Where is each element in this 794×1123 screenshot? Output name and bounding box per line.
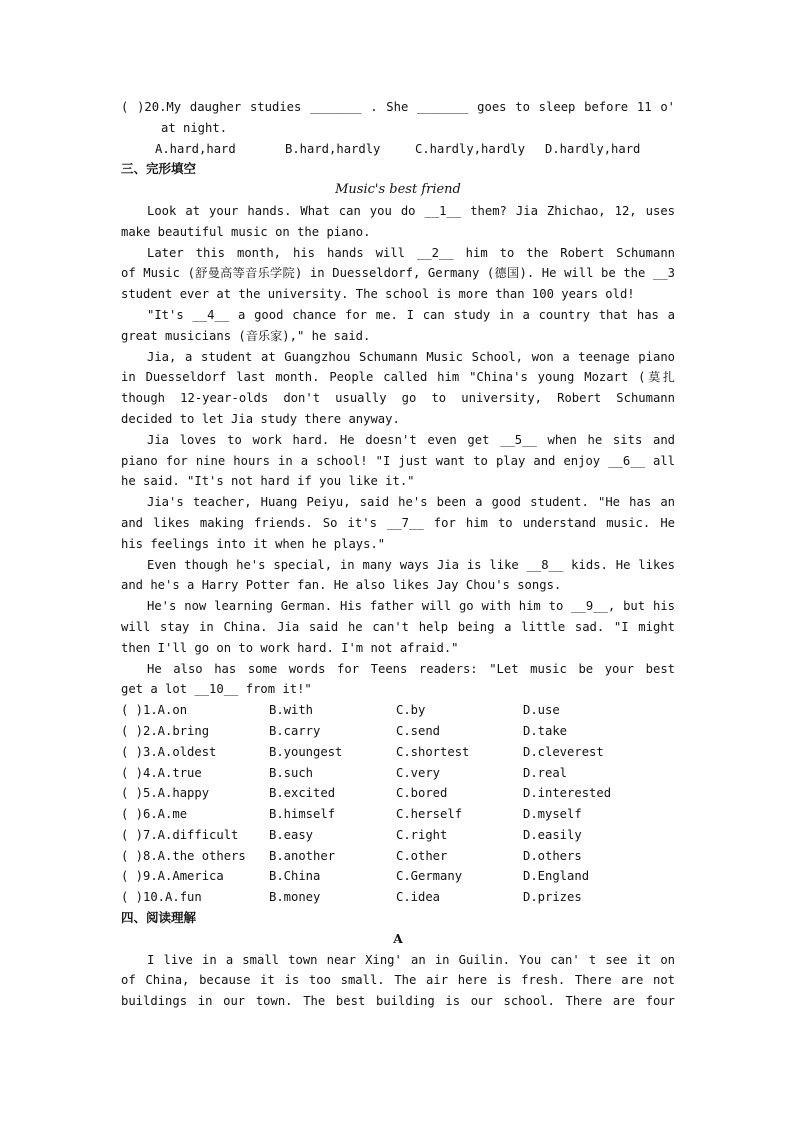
choice-c: C.herself [396, 807, 463, 822]
passage-line: he said. "It's not hard if you like it." [121, 474, 415, 489]
question-20-stem: ( )20.My daugher studies _______ . She _______ goes to sleep before 11 o' [121, 100, 675, 114]
passage-line: make beautiful music on the piano. [121, 224, 371, 239]
passage-line: Jia loves to work hard. He doesn't even get __5__ when he sits and [147, 432, 675, 447]
passage-line: will stay in China. Jia said he can't help being a little sad. "I might [121, 619, 675, 634]
choice-row [121, 700, 675, 721]
choice-c: C.right [396, 827, 448, 842]
choice-d: D.myself [523, 807, 582, 822]
choice-b: B.easy [269, 827, 314, 842]
passage-line: and he's a Harry Potter fan. He also likes Jay Chou's songs. [121, 578, 562, 593]
choice-d: D.cleverest [523, 744, 604, 759]
choice-c: C.other [396, 848, 448, 863]
choice-a: ( )8.A.the others [121, 848, 246, 863]
choice-a: ( )3.A.oldest [121, 744, 217, 759]
passage-line: in Duesseldorf last month. People called him "China's young Mozart (莫扎 [121, 370, 675, 385]
choice-b: B.China [269, 869, 321, 884]
choice-row [121, 721, 675, 742]
choice-row [121, 804, 675, 825]
section-3-heading: 三、完形填空 [121, 161, 197, 177]
choice-b: B.money [269, 890, 321, 905]
reading-line: I live in a small town near Xing' an in Guilin. You can' t see it on [147, 952, 675, 967]
choice-row [121, 742, 675, 763]
choice-b: B.youngest [269, 744, 343, 759]
choice-c: C.by [396, 703, 426, 718]
choice-b: B.with [269, 703, 314, 718]
choice-b: B.carry [269, 723, 321, 738]
choice-d: D.interested [523, 786, 612, 801]
passage-line: great musicians (音乐家)," he said. [121, 328, 371, 343]
page-content [121, 97, 675, 1012]
choice-b: B.himself [269, 807, 336, 822]
passage-line: "It's __4__ a good chance for me. I can study in a country that has a [147, 307, 675, 322]
option-b: B.hard,hardly [285, 141, 381, 156]
option-a: A.hard,hard [155, 141, 236, 156]
choice-d: D.others [523, 848, 582, 863]
choice-a: ( )5.A.happy [121, 786, 210, 801]
choice-c: C.shortest [396, 744, 470, 759]
choice-c: C.idea [396, 890, 441, 905]
choice-a: ( )1.A.on [121, 703, 188, 718]
choice-c: C.bored [396, 786, 448, 801]
choice-d: D.England [523, 869, 590, 884]
question-20-stem-continued: at night. [161, 120, 228, 135]
passage-line: Later this month, his hands will __2__ him to the Robert Schumann [147, 245, 675, 260]
question-20-options [121, 139, 675, 160]
choice-d: D.easily [523, 827, 582, 842]
passage-line: Jia, a student at Guangzhou Schumann Music School, won a teenage piano [147, 349, 675, 364]
choice-a: ( )2.A.bring [121, 723, 210, 738]
choice-row [121, 846, 675, 867]
passage-line: his feelings into it when he plays." [121, 536, 386, 551]
passage-line: He's now learning German. His father will go with him to __9__, but his [147, 599, 675, 614]
passage-line: get a lot __10__ from it!" [121, 682, 312, 697]
passage-line: and likes making friends. So it's __7__ for him to understand music. He [121, 515, 675, 530]
passage-line: of Music (舒曼高等音乐学院) in Duesseldorf, Germany (德国). He will be the __3 [121, 266, 675, 281]
choice-row [121, 825, 675, 846]
option-c: C.hardly,hardly [415, 141, 526, 156]
option-d: D.hardly,hard [545, 141, 641, 156]
passage-line: Even though he's special, in many ways Jia is like __8__ kids. He likes [147, 557, 675, 572]
choice-d: D.real [523, 765, 568, 780]
passage-line: piano for nine hours in a school! "I just want to play and enjoy __6__ all [121, 453, 675, 468]
choice-c: C.send [396, 723, 441, 738]
passage-line: then I'll go on to work hard. I'm not afraid." [121, 640, 459, 655]
choice-d: D.prizes [523, 890, 582, 905]
choice-b: B.excited [269, 786, 336, 801]
reading-line: buildings in our town. The best building is our school. There are four [121, 994, 675, 1009]
choice-b: B.another [269, 848, 336, 863]
passage-line: though 12-year-olds don't usually go to university, Robert Schumann [121, 391, 675, 406]
passage-a-label: A [393, 931, 403, 946]
choice-a: ( )9.A.America [121, 869, 224, 884]
section-4-heading: 四、阅读理解 [121, 910, 197, 926]
choice-a: ( )10.A.fun [121, 890, 202, 905]
reading-line: of China, because it is too small. The air here is fresh. There are not [121, 973, 675, 988]
passage-line: Jia's teacher, Huang Peiyu, said he's been a good student. "He has an [147, 495, 675, 510]
passage-line: He also has some words for Teens readers: "Let music be your best [147, 661, 675, 676]
passage-line: Look at your hands. What can you do __1__ them? Jia Zhichao, 12, uses [147, 203, 675, 218]
choice-c: C.very [396, 765, 441, 780]
choice-row [121, 887, 675, 908]
choice-d: D.take [523, 723, 568, 738]
choice-a: ( )4.A.true [121, 765, 202, 780]
choice-c: C.Germany [396, 869, 463, 884]
choice-a: ( )7.A.difficult [121, 827, 239, 842]
passage-line: decided to let Jia study there anyway. [121, 411, 400, 426]
choice-row [121, 783, 675, 804]
choice-b: B.such [269, 765, 314, 780]
passage-title: Music's best friend [335, 182, 461, 198]
choice-row [121, 763, 675, 784]
choice-a: ( )6.A.me [121, 807, 188, 822]
passage-line: student ever at the university. The school is more than 100 years old! [121, 287, 635, 302]
choice-row [121, 866, 675, 887]
choice-d: D.use [523, 703, 560, 718]
